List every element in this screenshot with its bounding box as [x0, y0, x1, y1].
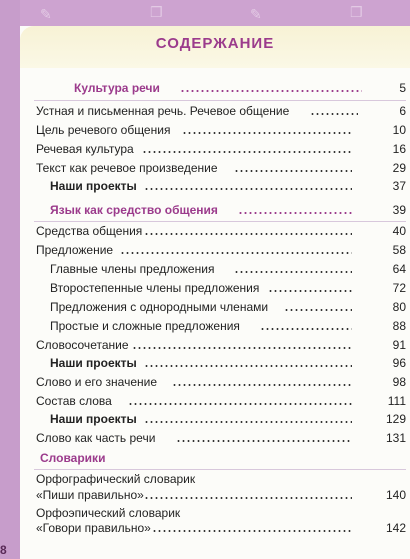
toc-entry[interactable] [20, 223, 410, 240]
toc-entry[interactable] [20, 337, 410, 354]
toc-page-number: 88 [392, 319, 406, 333]
toc-page-number: 58 [392, 243, 406, 257]
toc-leader-dots [172, 384, 352, 386]
toc-heading-label: Культура речи [74, 81, 160, 95]
toc-page-number: 129 [385, 412, 406, 426]
toc-leader-dots [284, 309, 352, 311]
toc-page-number: 6 [399, 104, 406, 118]
toc-entry-label: Слово как часть речи [36, 431, 156, 445]
toc-entry-label: Средства общения [36, 224, 143, 238]
toc-page-number: 40 [392, 224, 406, 238]
divider [34, 100, 406, 101]
toc-entry-label: Орфографический словарик [36, 472, 196, 486]
toc-entry[interactable] [20, 471, 410, 488]
toc-entry-label: Цель речевого общения [36, 123, 171, 137]
left-decorative-band [0, 0, 20, 559]
toc-leader-dots [182, 132, 352, 134]
toc-entry[interactable] [20, 299, 410, 316]
toc-page-number: 16 [392, 142, 406, 156]
toc-entry[interactable] [20, 103, 410, 120]
toc-leader-dots [268, 290, 352, 292]
toc-page-number: 29 [392, 161, 406, 175]
toc-entry[interactable] [20, 280, 410, 297]
toc-entry-label: Словосочетание [36, 338, 129, 352]
pencil-icon: ✎ [40, 6, 52, 22]
toc-leader-dots [234, 271, 352, 273]
toc-page-number: 140 [385, 488, 406, 502]
book-icon: ❒ [350, 4, 363, 20]
toc-heading-label: Язык как средство общения [50, 203, 218, 217]
toc-page-number: 96 [392, 356, 406, 370]
toc-entry-label: «Пиши правильно» [36, 488, 144, 502]
toc-entry[interactable] [20, 411, 410, 428]
toc-entry-label: Предложение [36, 243, 114, 257]
toc-leader-dots [144, 188, 352, 190]
toc-entry-label: «Говори правильно» [36, 521, 151, 535]
toc-entry-label: Орфоэпический словарик [36, 506, 181, 520]
toc-leader-dots [120, 252, 352, 254]
toc-leader-dots [310, 113, 358, 115]
toc-entry[interactable] [20, 242, 410, 259]
toc-page-number: 37 [392, 179, 406, 193]
toc-section-heading[interactable] [20, 80, 410, 97]
toc-page-number: 72 [392, 281, 406, 295]
toc-entry[interactable] [20, 160, 410, 177]
toc-entry[interactable] [20, 141, 410, 158]
toc-section-heading[interactable] [20, 202, 410, 219]
toc-leader-dots [144, 365, 352, 367]
divider [34, 221, 406, 222]
pencil-icon: ✎ [250, 6, 262, 22]
divider [34, 469, 406, 470]
toc-page-number: 142 [385, 521, 406, 535]
toc-entry-label: Предложения с однородными членами [50, 300, 269, 314]
toc-leader-dots [260, 328, 352, 330]
page-number: 8 [0, 543, 7, 557]
toc-section-heading[interactable] [20, 450, 410, 467]
toc-entry-label: Наши проекты [50, 179, 137, 193]
toc-page-number: 10 [392, 123, 406, 137]
toc-entry[interactable] [20, 355, 410, 372]
book-icon: ❒ [150, 4, 163, 20]
toc-page-number: 131 [385, 431, 406, 445]
toc-page-number: 98 [392, 375, 406, 389]
toc-leader-dots [176, 440, 352, 442]
toc-heading-label: Словарики [40, 451, 106, 465]
toc-entry-label: Простые и сложные предложения [50, 319, 240, 333]
toc-entry[interactable] [20, 393, 410, 410]
toc-entry-label: Наши проекты [50, 412, 137, 426]
toc-leader-dots [144, 421, 352, 423]
toc-leader-dots [180, 90, 362, 92]
toc-leader-dots [144, 233, 352, 235]
toc-entry-label: Наши проекты [50, 356, 137, 370]
toc-entry[interactable] [20, 520, 410, 537]
toc-entry-label: Слово и его значение [36, 375, 158, 389]
toc-page-number: 80 [392, 300, 406, 314]
toc-leader-dots [132, 347, 352, 349]
toc-entry-label: Второстепенные члены предложения [50, 281, 260, 295]
toc-entry[interactable] [20, 318, 410, 335]
toc-entry-label: Состав слова [36, 394, 112, 408]
toc-entry[interactable] [20, 430, 410, 447]
toc-leader-dots [234, 170, 352, 172]
toc-entry[interactable] [20, 374, 410, 391]
title-bar [20, 26, 410, 68]
toc-leader-dots [152, 530, 352, 532]
toc-leader-dots [144, 497, 352, 499]
toc-entry[interactable] [20, 178, 410, 195]
page-title: СОДЕРЖАНИЕ [155, 35, 275, 52]
toc-page-number: 64 [392, 262, 406, 276]
toc-entry-label: Главные члены предложения [50, 262, 215, 276]
toc-entry[interactable] [20, 261, 410, 278]
toc-entry-label: Речевая культура [36, 142, 134, 156]
toc-entry[interactable] [20, 487, 410, 504]
toc-entry-label: Устная и письменная речь. Речевое общение [36, 104, 290, 118]
toc-page-number: 111 [387, 394, 406, 408]
toc-page-number: 91 [392, 338, 406, 352]
toc-leader-dots [128, 403, 352, 405]
toc-leader-dots [238, 212, 352, 214]
toc-leader-dots [142, 151, 352, 153]
toc-page-number: 5 [399, 81, 406, 95]
toc-entry-label: Текст как речевое произведение [36, 161, 218, 175]
contents-page [20, 26, 410, 559]
toc-page-number: 39 [392, 203, 406, 217]
toc-entry[interactable] [20, 122, 410, 139]
